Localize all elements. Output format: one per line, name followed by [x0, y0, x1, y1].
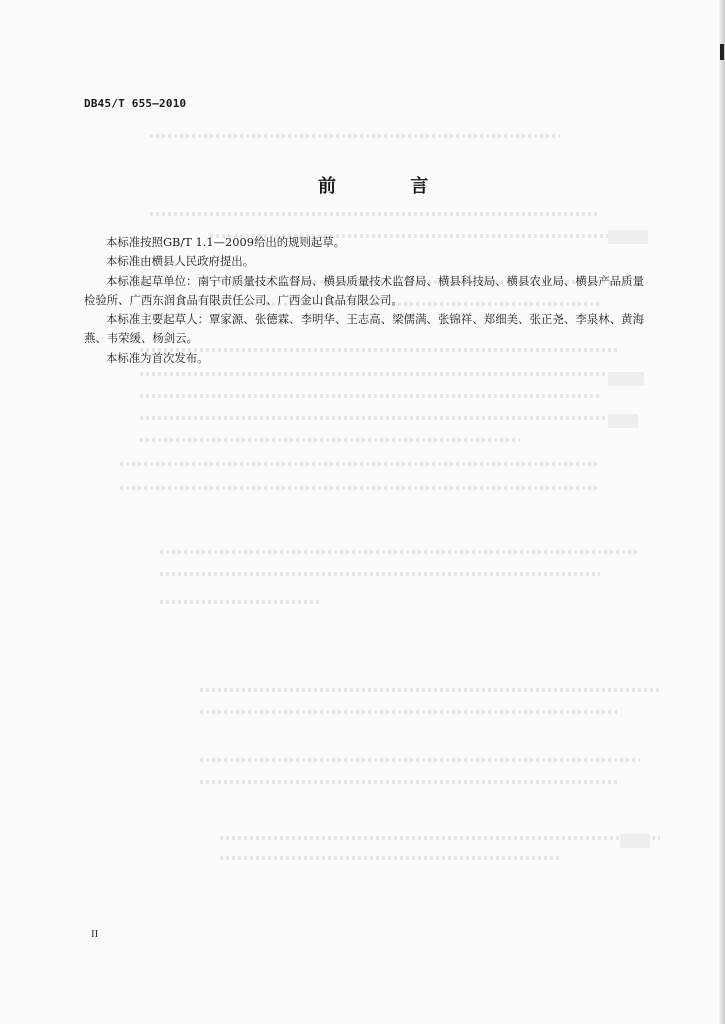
paragraph-first-release: 本标准为首次发布。	[106, 350, 209, 365]
paragraph-drafters: 本标准主要起草人：覃家源、张德霖、李明华、王志高、梁儒满、张锦祥、郑细美、张正尧、李泉林、黄海燕、韦荣缓、杨剑云。	[84, 312, 644, 346]
paragraph-drafting-rules: 本标准按照GB/T 1.1—2009给出的规则起草。	[106, 235, 346, 249]
document-code: DB45/T 655—2010	[84, 97, 187, 110]
scan-right-edge	[719, 0, 725, 1024]
foreword-body	[84, 233, 644, 368]
paragraph-drafting-units: 本标准起草单位：南宁市质量技术监督局、横县质量技术监督局、横县科技局、横县农业局、横县产品质量检验所、广西东润食品有限责任公司、广西金山食品有限公司。	[84, 273, 644, 307]
scan-edge-mark	[720, 44, 724, 60]
paragraph-proposer: 本标准由横县人民政府提出。	[106, 254, 255, 269]
section-title: 前 言	[318, 176, 463, 197]
page-number: II	[91, 928, 99, 940]
